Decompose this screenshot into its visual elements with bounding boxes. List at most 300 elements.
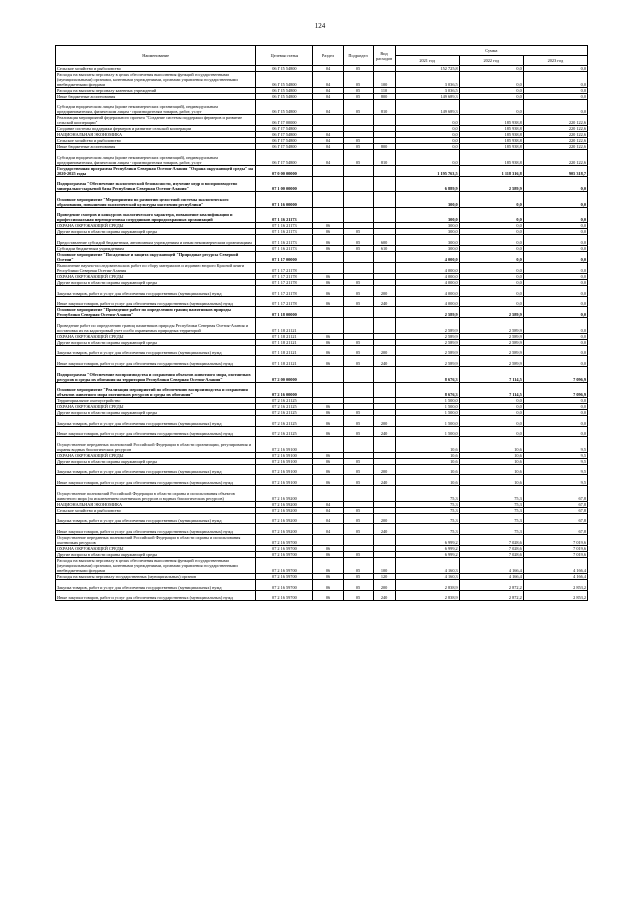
row-name-cell: НАЦИОНАЛЬНАЯ ЭКОНОМИКА: [56, 501, 256, 507]
row-value-2023-cell: 0,0: [523, 426, 587, 437]
row-value-2022-cell: 0,0: [459, 207, 523, 222]
table-row: [56, 579, 588, 590]
row-value-2021-cell: 4 160,3: [395, 573, 459, 579]
row-value-2023-cell: 0,0: [523, 229, 587, 235]
row-value-2022-cell: 7 028,6: [459, 545, 523, 551]
table-row: [56, 165, 588, 176]
row-code-cell: 06 Г I7 54800: [256, 138, 313, 144]
row-value-2022-cell: 7 114,5: [459, 382, 523, 397]
row-code-cell: 06 Г I7 54800: [256, 150, 313, 165]
row-code-cell: 07 1 17 21178: [256, 273, 313, 279]
row-type-cell: [373, 367, 395, 382]
table-body: [56, 66, 588, 601]
row-value-2021-cell: 4 000,0: [395, 296, 459, 307]
row-section-cell: [313, 262, 343, 273]
row-value-2023-cell: 0,0: [523, 251, 587, 262]
row-code-cell: 07 1 16 21173: [256, 207, 313, 222]
row-value-2023-cell: 0,0: [523, 318, 587, 333]
row-value-2022-cell: 0,0: [459, 285, 523, 296]
row-value-2021-cell: 10,6: [395, 437, 459, 452]
row-value-2021-cell: 1 500,0: [395, 409, 459, 415]
row-section-cell: 06: [313, 285, 343, 296]
row-value-2022-cell: 0,0: [459, 229, 523, 235]
row-value-2023-cell: 7 019,6: [523, 551, 587, 557]
row-subsection-cell: 05: [343, 524, 373, 535]
row-value-2021-cell: 0,0: [395, 132, 459, 138]
row-subsection-cell: 05: [343, 426, 373, 437]
row-code-cell: 07 1 18 21121: [256, 333, 313, 339]
row-value-2021-cell: 0,0: [395, 126, 459, 132]
row-name-cell: Сельское хозяйство и рыболовство: [56, 138, 256, 144]
row-value-2022-cell: 1 118 316,8: [459, 165, 523, 176]
row-subsection-cell: 05: [343, 72, 373, 88]
row-name-cell: Субсидии бюджетным учреждениям: [56, 245, 256, 251]
row-value-2022-cell: 2 589,9: [459, 345, 523, 356]
row-value-2022-cell: 75,3: [459, 524, 523, 535]
row-name-cell: Иные закупки товаров, работ и услуг для обеспечения государственных (муниципальных) нужд: [56, 296, 256, 307]
row-type-cell: [373, 251, 395, 262]
row-subsection-cell: 05: [343, 245, 373, 251]
row-code-cell: 07 2 00 00000: [256, 367, 313, 382]
row-value-2023-cell: 0,0: [523, 415, 587, 426]
row-value-2022-cell: 2 589,9: [459, 356, 523, 367]
row-value-2021-cell: 2 589,9: [395, 318, 459, 333]
row-type-cell: [373, 437, 395, 452]
row-name-cell: Иные закупки товаров, работ и услуг для обеспечения государственных (муниципальных) нужд: [56, 475, 256, 486]
row-name-cell: Сельское хозяйство и рыболовство: [56, 66, 256, 72]
row-value-2023-cell: 0,0: [523, 192, 587, 207]
row-value-2021-cell: 300,0: [395, 223, 459, 229]
row-code-cell: 07 1 16 21173: [256, 223, 313, 229]
row-code-cell: 06 Г I5 54800: [256, 66, 313, 72]
row-name-cell: Другие вопросы в области охраны окружающей среды: [56, 551, 256, 557]
row-value-2021-cell: 6 999,2: [395, 545, 459, 551]
row-subsection-cell: [343, 307, 373, 318]
row-section-cell: 06: [313, 551, 343, 557]
row-name-cell: Государственная программа Республики Северная Осетия-Алания "Охрана окружающей среды" на 2020-2025 годы: [56, 165, 256, 176]
row-section-cell: 06: [313, 452, 343, 458]
row-section-cell: [313, 176, 343, 191]
row-name-cell: Предоставление субсидий бюджетным, автономным учреждениям и иным некоммерческим организациям: [56, 235, 256, 246]
row-value-2023-cell: 9,5: [523, 452, 587, 458]
row-value-2021-cell: 4 000,0: [395, 279, 459, 285]
table-row: [56, 318, 588, 333]
row-type-cell: 240: [373, 426, 395, 437]
row-value-2022-cell: 2 589,9: [459, 333, 523, 339]
row-value-2022-cell: 0,0: [459, 296, 523, 307]
row-name-cell: Основное мероприятие "Реализация мероприятий по обеспечению воспроизводства и сохранения объектов животного мира охотничьих ресурсов и среды их обитания": [56, 382, 256, 397]
row-value-2021-cell: 8 676,3: [395, 382, 459, 397]
row-subsection-cell: 05: [343, 66, 373, 72]
row-section-cell: 04: [313, 72, 343, 88]
row-value-2021-cell: 2 589,9: [395, 333, 459, 339]
row-section-cell: 06: [313, 458, 343, 464]
row-section-cell: 06: [313, 296, 343, 307]
row-section-cell: 06: [313, 235, 343, 246]
row-code-cell: 06 Г I7 54800: [256, 126, 313, 132]
row-code-cell: 07 1 16 21173: [256, 229, 313, 235]
row-value-2023-cell: 0,0: [523, 235, 587, 246]
row-section-cell: [313, 115, 343, 126]
row-name-cell: Выполнение научно-исследовательских работ по сбору материалов и изданию второго Красной книги Республики Северная Осетия-Алания: [56, 262, 256, 273]
row-value-2022-cell: 2 589,9: [459, 307, 523, 318]
table-row: [56, 262, 588, 273]
row-subsection-cell: 05: [343, 590, 373, 601]
row-value-2022-cell: 0,0: [459, 397, 523, 403]
row-value-2022-cell: 75,3: [459, 501, 523, 507]
row-subsection-cell: 05: [343, 138, 373, 144]
row-value-2023-cell: 0,0: [523, 279, 587, 285]
row-value-2022-cell: 10,6: [459, 464, 523, 475]
row-value-2023-cell: 2 853,2: [523, 579, 587, 590]
row-name-cell: Осуществление полномочий Российской Федерации в области охраны и использования объектов животного мира (за исключением охотничьих ресурсов и водных биологических ресурсов): [56, 486, 256, 501]
row-type-cell: 800: [373, 94, 395, 100]
row-subsection-cell: 05: [343, 296, 373, 307]
row-name-cell: Расходы на выплаты персоналу казенных учреждений: [56, 88, 256, 94]
row-section-cell: 04: [313, 513, 343, 524]
row-value-2022-cell: 185 938,8: [459, 115, 523, 126]
row-value-2022-cell: 75,3: [459, 513, 523, 524]
row-section-cell: 06: [313, 475, 343, 486]
row-value-2021-cell: 6 999,2: [395, 534, 459, 545]
row-value-2023-cell: 0,0: [523, 176, 587, 191]
row-name-cell: Другие вопросы в области охраны окружающей среды: [56, 409, 256, 415]
row-name-cell: Иные бюджетные ассигнования: [56, 144, 256, 150]
row-value-2022-cell: 185 938,8: [459, 138, 523, 144]
row-value-2023-cell: 0,0: [523, 223, 587, 229]
row-value-2022-cell: 10,6: [459, 475, 523, 486]
row-section-cell: 06: [313, 223, 343, 229]
row-value-2021-cell: 4 000,0: [395, 273, 459, 279]
row-value-2022-cell: 7 114,5: [459, 367, 523, 382]
row-value-2023-cell: 220 122,6: [523, 150, 587, 165]
row-type-cell: 200: [373, 579, 395, 590]
row-name-cell: Закупка товаров, работ и услуг для обеспечения государственных (муниципальных) нужд: [56, 285, 256, 296]
row-type-cell: [373, 486, 395, 501]
row-code-cell: 07 2 16 21125: [256, 403, 313, 409]
row-value-2021-cell: 3 036,5: [395, 88, 459, 94]
row-value-2021-cell: 6 999,2: [395, 551, 459, 557]
row-name-cell: Иные закупки товаров, работ и услуг для обеспечения государственных (муниципальных) нужд: [56, 524, 256, 535]
row-code-cell: 07 2 16 59700: [256, 545, 313, 551]
row-code-cell: 07 1 18 21121: [256, 356, 313, 367]
row-value-2021-cell: 75,3: [395, 513, 459, 524]
row-value-2023-cell: 9,5: [523, 458, 587, 464]
row-value-2021-cell: 152 725,8: [395, 66, 459, 72]
table-row: [56, 590, 588, 601]
row-section-cell: [313, 192, 343, 207]
row-code-cell: 07 2 16 59100: [256, 475, 313, 486]
row-code-cell: 07 2 16 59700: [256, 534, 313, 545]
row-value-2022-cell: 10,6: [459, 452, 523, 458]
row-type-cell: 200: [373, 285, 395, 296]
row-name-cell: Сельское хозяйство и рыболовство: [56, 507, 256, 513]
row-type-cell: 100: [373, 557, 395, 573]
row-value-2021-cell: 4 000,0: [395, 285, 459, 296]
row-value-2023-cell: 0,0: [523, 397, 587, 403]
table-row: [56, 486, 588, 501]
row-section-cell: 04: [313, 150, 343, 165]
row-type-cell: 800: [373, 144, 395, 150]
row-type-cell: 120: [373, 573, 395, 579]
row-value-2021-cell: 10,6: [395, 464, 459, 475]
row-name-cell: Основное мероприятие "Посадочные и защита окружающей "Природные ресурсы Северной Осетии": [56, 251, 256, 262]
row-name-cell: Расходы на выплаты персоналу государственных (муниципальных) органов: [56, 573, 256, 579]
row-value-2021-cell: 1 500,0: [395, 403, 459, 409]
row-value-2021-cell: 300,0: [395, 235, 459, 246]
header-type: Вид расходов: [373, 46, 395, 66]
row-value-2023-cell: 67,8: [523, 486, 587, 501]
row-value-2021-cell: 10,6: [395, 452, 459, 458]
table-row: [56, 534, 588, 545]
row-value-2021-cell: 0,0: [395, 138, 459, 144]
row-code-cell: 06 Г I5 54800: [256, 100, 313, 115]
row-code-cell: 07 1 17 21178: [256, 262, 313, 273]
row-subsection-cell: 05: [343, 279, 373, 285]
row-value-2021-cell: 0,0: [395, 115, 459, 126]
row-value-2022-cell: 0,0: [459, 251, 523, 262]
row-name-cell: Реализация мероприятий федерального проекта "Создание системы поддержки фермеров и развитие сельской кооперации": [56, 115, 256, 126]
row-name-cell: Субсидии юридическим лицам (кроме некоммерческих организаций), индивидуальным предпринимателям, физическим лицам - производителям товаров, работ, услуг: [56, 150, 256, 165]
row-type-cell: [373, 176, 395, 191]
row-value-2022-cell: 7 028,6: [459, 551, 523, 557]
row-value-2022-cell: 0,0: [459, 100, 523, 115]
row-subsection-cell: 05: [343, 507, 373, 513]
row-value-2022-cell: 2 872,2: [459, 579, 523, 590]
row-value-2022-cell: 2 872,2: [459, 590, 523, 601]
row-value-2022-cell: 185 938,8: [459, 126, 523, 132]
row-type-cell: 240: [373, 524, 395, 535]
row-code-cell: 06 Г I5 54800: [256, 72, 313, 88]
row-subsection-cell: [343, 207, 373, 222]
row-section-cell: 04: [313, 144, 343, 150]
row-code-cell: 07 2 16 59200: [256, 524, 313, 535]
row-value-2023-cell: 220 122,6: [523, 144, 587, 150]
row-type-cell: [373, 318, 395, 333]
table-row: [56, 513, 588, 524]
row-section-cell: 06: [313, 415, 343, 426]
row-name-cell: НАЦИОНАЛЬНАЯ ЭКОНОМИКА: [56, 132, 256, 138]
row-name-cell: Иные закупки товаров, работ и услуг для обеспечения государственных (муниципальных) нужд: [56, 426, 256, 437]
row-name-cell: ОХРАНА ОКРУЖАЮЩЕЙ СРЕДЫ: [56, 273, 256, 279]
row-subsection-cell: [343, 262, 373, 273]
row-name-cell: ОХРАНА ОКРУЖАЮЩЕЙ СРЕДЫ: [56, 545, 256, 551]
row-value-2023-cell: 0,0: [523, 72, 587, 88]
table-row: [56, 100, 588, 115]
row-value-2022-cell: 4 166,4: [459, 573, 523, 579]
row-name-cell: Основное мероприятие "Проведение работ по определению границ памятников природы Республики Северная Осетия-Алания": [56, 307, 256, 318]
row-section-cell: 06: [313, 426, 343, 437]
row-name-cell: ОХРАНА ОКРУЖАЮЩЕЙ СРЕДЫ: [56, 452, 256, 458]
row-subsection-cell: [343, 251, 373, 262]
row-name-cell: Иные закупки товаров, работ и услуг для обеспечения государственных (муниципальных) нужд: [56, 590, 256, 601]
row-value-2023-cell: 67,8: [523, 507, 587, 513]
row-value-2022-cell: 7 028,6: [459, 534, 523, 545]
row-section-cell: 06: [313, 579, 343, 590]
row-value-2023-cell: 0,0: [523, 345, 587, 356]
row-section-cell: 04: [313, 524, 343, 535]
row-section-cell: 04: [313, 66, 343, 72]
row-subsection-cell: 05: [343, 475, 373, 486]
row-name-cell: Иные бюджетные ассигнования: [56, 94, 256, 100]
row-code-cell: 07 2 16 59200: [256, 513, 313, 524]
header-year-2021: 2021 год: [395, 56, 459, 66]
table-row: [56, 382, 588, 397]
table-row: [56, 296, 588, 307]
header-sum: Сумма: [395, 46, 587, 56]
row-name-cell: Закупка товаров, работ и услуг для обеспечения государственных (муниципальных) нужд: [56, 579, 256, 590]
row-name-cell: Расходы на выплаты персоналу в целях обеспечения выполнения функций государственными (муниципальными) органами, казенными учреждениями, органами управления государственными внебюджетными фондами: [56, 557, 256, 573]
row-value-2021-cell: 2 589,9: [395, 345, 459, 356]
row-value-2023-cell: 4 166,4: [523, 557, 587, 573]
row-type-cell: 240: [373, 590, 395, 601]
row-code-cell: 07 1 17 21178: [256, 285, 313, 296]
header-subsection: Подраздел: [343, 46, 373, 66]
row-name-cell: Основное мероприятие "Мероприятия по развитию целостной системы экологического образования, повышения экологической культуры населения республики": [56, 192, 256, 207]
row-value-2021-cell: 75,3: [395, 501, 459, 507]
row-name-cell: Создание системы поддержки фермеров и развитие сельской кооперации: [56, 126, 256, 132]
row-type-cell: [373, 207, 395, 222]
row-code-cell: 07 2 16 59200: [256, 507, 313, 513]
row-value-2022-cell: 2 589,9: [459, 318, 523, 333]
row-value-2021-cell: 2 589,9: [395, 339, 459, 345]
row-value-2021-cell: 149 689,3: [395, 94, 459, 100]
row-name-cell: ОХРАНА ОКРУЖАЮЩЕЙ СРЕДЫ: [56, 333, 256, 339]
row-type-cell: 240: [373, 356, 395, 367]
row-code-cell: 07 2 16 59700: [256, 590, 313, 601]
row-value-2022-cell: 4 166,4: [459, 557, 523, 573]
row-section-cell: 06: [313, 273, 343, 279]
row-section-cell: 06: [313, 403, 343, 409]
row-name-cell: Подпрограмма "Обеспечение воспроизводства и сохранения объектов животного мира, охотничьих ресурсов и среды их обитания на территории Республики Северная Осетия-Алания": [56, 367, 256, 382]
row-subsection-cell: [343, 176, 373, 191]
row-subsection-cell: 05: [343, 356, 373, 367]
row-section-cell: 04: [313, 88, 343, 94]
row-value-2022-cell: 0,0: [459, 192, 523, 207]
row-name-cell: Закупка товаров, работ и услуг для обеспечения государственных (муниципальных) нужд: [56, 415, 256, 426]
row-value-2023-cell: 0,0: [523, 285, 587, 296]
table-header-row: [56, 46, 588, 56]
row-value-2022-cell: 185 938,8: [459, 132, 523, 138]
table-row: [56, 72, 588, 88]
table-row: [56, 475, 588, 486]
row-code-cell: 07 1 16 21173: [256, 245, 313, 251]
row-value-2022-cell: 0,0: [459, 235, 523, 246]
row-section-cell: 06: [313, 339, 343, 345]
table-row: [56, 464, 588, 475]
row-value-2023-cell: 7 019,6: [523, 545, 587, 551]
row-section-cell: 04: [313, 132, 343, 138]
row-value-2022-cell: 10,6: [459, 458, 523, 464]
row-type-cell: [373, 115, 395, 126]
row-value-2023-cell: 67,8: [523, 513, 587, 524]
row-name-cell: ОХРАНА ОКРУЖАЮЩЕЙ СРЕДЫ: [56, 403, 256, 409]
row-subsection-cell: [343, 318, 373, 333]
row-value-2022-cell: 0,0: [459, 72, 523, 88]
row-value-2021-cell: 4 000,0: [395, 251, 459, 262]
row-value-2022-cell: 75,3: [459, 486, 523, 501]
header-name: Наименование: [56, 46, 256, 66]
row-name-cell: Проведение смотров и конкурсов экологического характера, повышение квалификации и профессиональная переподготовка сотрудников природоохранных организаций: [56, 207, 256, 222]
row-code-cell: 07 2 16 21125: [256, 415, 313, 426]
header-section: Раздел: [313, 46, 343, 66]
row-value-2021-cell: 10,6: [395, 458, 459, 464]
row-code-cell: 07 2 16 59700: [256, 557, 313, 573]
row-section-cell: 06: [313, 356, 343, 367]
row-subsection-cell: 05: [343, 88, 373, 94]
row-value-2022-cell: 75,3: [459, 507, 523, 513]
row-type-cell: [373, 262, 395, 273]
row-value-2022-cell: 0,0: [459, 66, 523, 72]
row-type-cell: 200: [373, 345, 395, 356]
row-section-cell: [313, 307, 343, 318]
row-name-cell: Расходы на выплаты персоналу в целях обеспечения выполнения функций государственными (муниципальными) органами, казенными учреждениями, органами управления государственными внебюджетными фондами: [56, 72, 256, 88]
row-subsection-cell: [343, 367, 373, 382]
row-section-cell: 04: [313, 100, 343, 115]
row-section-cell: 06: [313, 229, 343, 235]
row-type-cell: 600: [373, 235, 395, 246]
row-subsection-cell: [343, 382, 373, 397]
row-subsection-cell: 05: [343, 150, 373, 165]
row-value-2021-cell: 6 889,9: [395, 176, 459, 191]
row-subsection-cell: 05: [343, 557, 373, 573]
row-value-2021-cell: 2 589,9: [395, 356, 459, 367]
row-code-cell: 07 1 16 21173: [256, 235, 313, 246]
row-type-cell: 610: [373, 245, 395, 251]
table-row: [56, 524, 588, 535]
row-subsection-cell: [343, 437, 373, 452]
row-value-2023-cell: 0,0: [523, 66, 587, 72]
table-row: [56, 415, 588, 426]
row-value-2023-cell: 9,5: [523, 437, 587, 452]
row-value-2021-cell: 300,0: [395, 192, 459, 207]
row-value-2023-cell: 9,5: [523, 464, 587, 475]
row-code-cell: 07 2 16 21125: [256, 409, 313, 415]
row-value-2021-cell: 2 838,9: [395, 579, 459, 590]
row-code-cell: 06 Г I7 54800: [256, 144, 313, 150]
row-section-cell: 04: [313, 501, 343, 507]
row-value-2022-cell: 10,6: [459, 437, 523, 452]
row-value-2022-cell: 0,0: [459, 403, 523, 409]
row-type-cell: [373, 307, 395, 318]
row-type-cell: 200: [373, 415, 395, 426]
row-value-2023-cell: 905 318,7: [523, 165, 587, 176]
row-value-2023-cell: 2 853,2: [523, 590, 587, 601]
row-subsection-cell: [343, 165, 373, 176]
row-subsection-cell: 05: [343, 573, 373, 579]
row-value-2021-cell: 1 500,0: [395, 415, 459, 426]
table-row: [56, 367, 588, 382]
table-row: [56, 307, 588, 318]
row-name-cell: Субсидии юридическим лицам (кроме некоммерческих организаций), индивидуальным предпринимателям, физическим лицам - производителям товаров, работ, услуг: [56, 100, 256, 115]
row-section-cell: 04: [313, 138, 343, 144]
table-row: [56, 235, 588, 246]
row-section-cell: 06: [313, 464, 343, 475]
row-subsection-cell: 05: [343, 551, 373, 557]
row-value-2023-cell: 0,0: [523, 356, 587, 367]
row-name-cell: Закупка товаров, работ и услуг для обеспечения государственных (муниципальных) нужд: [56, 345, 256, 356]
row-subsection-cell: [343, 192, 373, 207]
row-name-cell: Другие вопросы в области охраны окружающей среды: [56, 339, 256, 345]
row-name-cell: Иные закупки товаров, работ и услуг для обеспечения государственных (муниципальных) нужд: [56, 356, 256, 367]
row-value-2021-cell: 300,0: [395, 229, 459, 235]
row-value-2023-cell: 0,0: [523, 333, 587, 339]
row-name-cell: Другие вопросы в области охраны окружающей среды: [56, 279, 256, 285]
row-section-cell: 06: [313, 590, 343, 601]
row-code-cell: 07 2 16 59200: [256, 501, 313, 507]
page-number: 124: [314, 22, 326, 30]
row-value-2023-cell: 0,0: [523, 339, 587, 345]
